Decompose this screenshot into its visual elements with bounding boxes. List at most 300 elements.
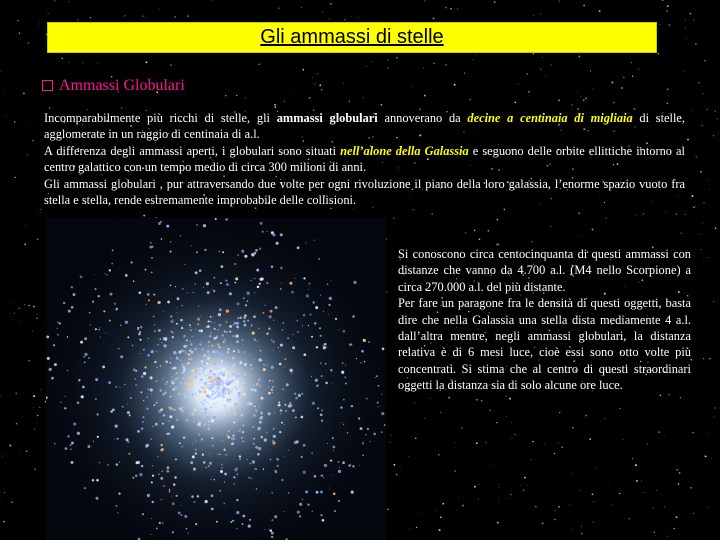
cluster-star [188, 382, 191, 385]
cluster-star [333, 492, 336, 495]
background-star [23, 92, 25, 94]
background-star [659, 24, 660, 25]
cluster-star [338, 461, 340, 463]
cluster-star [157, 456, 158, 457]
background-star [604, 418, 605, 419]
cluster-star [203, 373, 205, 375]
cluster-star [195, 449, 197, 451]
cluster-star [211, 437, 213, 439]
cluster-star [211, 508, 214, 511]
cluster-star [268, 386, 269, 387]
cluster-star [223, 503, 225, 505]
cluster-star [270, 459, 272, 461]
cluster-star [117, 438, 119, 440]
cluster-star [226, 379, 229, 382]
cluster-star [127, 336, 129, 338]
cluster-star [208, 402, 209, 403]
cluster-star [330, 459, 332, 461]
cluster-star [315, 306, 318, 309]
cluster-star [224, 473, 227, 476]
background-star [281, 105, 282, 106]
cluster-star [122, 406, 124, 408]
cluster-star [148, 299, 150, 301]
cluster-star [71, 461, 74, 464]
cluster-star [248, 477, 250, 479]
cluster-star [229, 381, 232, 384]
background-star [611, 504, 612, 505]
background-star [10, 302, 11, 303]
background-star [511, 422, 512, 423]
background-star [707, 257, 708, 258]
background-star [590, 70, 591, 71]
cluster-star [188, 358, 190, 360]
cluster-star [185, 383, 187, 385]
cluster-star [208, 465, 210, 467]
cluster-star [190, 357, 193, 360]
background-star [509, 398, 511, 400]
background-star [478, 498, 479, 499]
background-star [400, 466, 401, 467]
cluster-star [291, 291, 293, 293]
cluster-star [98, 295, 100, 297]
background-star [146, 99, 147, 100]
background-star [448, 397, 450, 399]
cluster-star [262, 312, 264, 314]
cluster-star [201, 407, 204, 410]
cluster-star [118, 348, 119, 349]
cluster-star [222, 364, 225, 367]
background-star [19, 32, 21, 34]
background-star [36, 318, 38, 320]
cluster-star [175, 458, 177, 460]
background-star [685, 214, 686, 215]
background-star [581, 526, 582, 527]
cluster-star [353, 281, 356, 284]
background-star [322, 12, 323, 13]
cluster-star [288, 492, 289, 493]
cluster-star [218, 329, 219, 330]
background-star [14, 177, 15, 178]
page-title: Gli ammassi di stelle [260, 26, 444, 48]
cluster-star [133, 369, 136, 372]
cluster-star [224, 415, 225, 416]
cluster-star [172, 336, 174, 338]
cluster-star [257, 286, 260, 289]
cluster-star [211, 371, 214, 374]
cluster-star [227, 374, 229, 376]
cluster-star [84, 337, 87, 340]
background-star [523, 489, 525, 491]
background-star [21, 322, 22, 323]
background-star [390, 442, 391, 443]
cluster-star [308, 289, 309, 290]
background-star [439, 529, 441, 531]
cluster-star [173, 351, 176, 354]
cluster-star [312, 511, 313, 512]
background-star [533, 15, 534, 16]
cluster-star [216, 335, 218, 337]
cluster-star [227, 351, 230, 354]
cluster-star [254, 339, 256, 341]
background-star [545, 75, 546, 76]
cluster-star [318, 258, 320, 260]
cluster-star [84, 353, 87, 356]
background-star [302, 69, 304, 71]
background-star [90, 17, 91, 18]
cluster-star [266, 231, 267, 232]
cluster-star [125, 321, 128, 324]
cluster-star [176, 307, 177, 308]
background-star [356, 65, 357, 66]
cluster-star [225, 355, 228, 358]
cluster-star [229, 325, 232, 328]
cluster-star [284, 404, 286, 406]
cluster-star [291, 351, 292, 352]
background-star [693, 20, 694, 21]
cluster-star [252, 460, 255, 463]
cluster-star [209, 381, 210, 382]
cluster-star [202, 450, 203, 451]
background-star [717, 118, 718, 119]
cluster-star [182, 371, 185, 374]
cluster-star [233, 421, 235, 423]
cluster-star [247, 320, 249, 322]
cluster-star [162, 471, 163, 472]
cluster-star [203, 385, 205, 387]
cluster-star [199, 344, 201, 346]
cluster-star [73, 422, 76, 425]
cluster-star [111, 263, 113, 265]
cluster-star [93, 441, 94, 442]
background-star [16, 423, 18, 425]
cluster-star [292, 346, 295, 349]
cluster-star [169, 421, 170, 422]
background-star [424, 0, 425, 1]
background-star [687, 30, 688, 31]
background-star [188, 15, 189, 16]
cluster-star [95, 328, 97, 330]
cluster-star [140, 326, 143, 329]
cluster-star [235, 400, 237, 402]
cluster-star [230, 375, 233, 378]
cluster-star [249, 354, 250, 355]
paragraph-1-text-c: di stelle, agglomerate in un raggio di centinaia di a.l. [44, 111, 685, 142]
cluster-star [253, 443, 255, 445]
cluster-star [176, 356, 177, 357]
cluster-star [266, 332, 269, 335]
background-star [505, 395, 506, 396]
cluster-star [198, 413, 199, 414]
cluster-star [271, 366, 274, 369]
background-star [702, 125, 703, 126]
title-bar [47, 22, 657, 53]
cluster-star [183, 345, 186, 348]
cluster-star [262, 231, 264, 233]
background-star [680, 232, 681, 233]
intro-text [44, 110, 685, 208]
cluster-star [341, 371, 344, 374]
cluster-star [49, 368, 52, 371]
cluster-star [71, 286, 73, 288]
cluster-star [194, 348, 197, 351]
cluster-star [227, 348, 229, 350]
cluster-star [171, 320, 174, 323]
background-star [574, 415, 575, 416]
cluster-star [181, 326, 182, 327]
cluster-star [221, 467, 223, 469]
cluster-star [152, 465, 154, 467]
background-star [61, 57, 63, 59]
background-star [698, 82, 699, 83]
cluster-star [171, 331, 172, 332]
background-star [393, 269, 394, 270]
cluster-star [320, 295, 321, 296]
background-star [49, 107, 50, 108]
background-star [653, 507, 654, 508]
cluster-star [254, 278, 255, 279]
cluster-star [212, 375, 215, 378]
cluster-star [224, 330, 226, 332]
cluster-star [274, 470, 277, 473]
cluster-star [82, 386, 85, 389]
cluster-star [329, 297, 332, 300]
cluster-star [181, 505, 182, 506]
cluster-star [202, 454, 204, 456]
background-star [595, 468, 596, 469]
cluster-star [107, 464, 108, 465]
background-star [515, 101, 517, 103]
background-star [28, 305, 30, 307]
cluster-star [320, 514, 322, 516]
cluster-star [57, 328, 58, 329]
cluster-star [163, 379, 164, 380]
background-star [558, 472, 559, 473]
cluster-star [222, 251, 224, 253]
cluster-star [99, 327, 100, 328]
cluster-star [189, 325, 191, 327]
background-star [497, 522, 499, 524]
cluster-star [211, 332, 212, 333]
background-star [319, 84, 321, 86]
background-star [693, 513, 694, 514]
cluster-star [140, 353, 141, 354]
cluster-star [87, 445, 90, 448]
cluster-star [129, 414, 131, 416]
cluster-star [170, 396, 172, 398]
cluster-star [168, 433, 170, 435]
cluster-star [254, 252, 257, 255]
cluster-star [338, 329, 339, 330]
cluster-star [175, 386, 178, 389]
cluster-star [195, 523, 197, 525]
cluster-star [186, 528, 187, 529]
background-star [587, 241, 588, 242]
cluster-star [206, 394, 209, 397]
cluster-star [244, 373, 247, 376]
background-star [423, 67, 424, 68]
cluster-star [215, 382, 217, 384]
cluster-star [77, 401, 80, 404]
cluster-star [172, 388, 175, 391]
cluster-star [343, 399, 344, 400]
cluster-star [167, 301, 170, 304]
background-star [475, 55, 476, 56]
cluster-star [195, 441, 196, 442]
cluster-star [280, 344, 283, 347]
cluster-star [156, 367, 157, 368]
background-star [514, 434, 515, 435]
cluster-star [132, 477, 134, 479]
cluster-star [210, 369, 212, 371]
cluster-star [332, 437, 334, 439]
background-star [363, 97, 364, 98]
cluster-star [273, 350, 274, 351]
cluster-star [224, 397, 225, 398]
cluster-star [81, 395, 84, 398]
cluster-star [230, 521, 232, 523]
cluster-star [206, 374, 208, 376]
cluster-star [117, 512, 118, 513]
cluster-star [158, 329, 161, 332]
cluster-star [175, 374, 176, 375]
cluster-star [258, 447, 261, 450]
cluster-star [238, 429, 241, 432]
background-star [532, 441, 534, 443]
cluster-star [209, 409, 210, 410]
background-star [714, 110, 716, 112]
cluster-star [115, 386, 117, 388]
background-star [351, 16, 352, 17]
background-star [660, 395, 662, 397]
cluster-star [168, 407, 169, 408]
background-star [703, 258, 704, 259]
background-star [662, 0, 664, 1]
background-star [142, 15, 143, 16]
background-star [585, 97, 587, 99]
background-star [24, 243, 26, 245]
cluster-star [251, 280, 252, 281]
cluster-star [77, 432, 80, 435]
cluster-star [234, 263, 236, 265]
cluster-star [320, 414, 323, 417]
cluster-star [217, 384, 218, 385]
background-star [462, 505, 464, 507]
cluster-star [163, 344, 166, 347]
background-star [695, 156, 697, 158]
background-star [691, 195, 693, 197]
cluster-star [320, 491, 323, 494]
cluster-star [199, 373, 201, 375]
cluster-star [303, 314, 305, 316]
cluster-star [213, 414, 214, 415]
cluster-star [280, 267, 282, 269]
cluster-star [250, 384, 251, 385]
cluster-star [197, 367, 198, 368]
cluster-star [203, 224, 206, 227]
cluster-star [154, 324, 155, 325]
cluster-star [234, 399, 235, 400]
cluster-star [222, 372, 225, 375]
cluster-star [191, 245, 192, 246]
cluster-star [250, 374, 251, 375]
cluster-star [218, 324, 221, 327]
cluster-star [187, 375, 190, 378]
background-star [494, 1, 496, 3]
cluster-star [172, 367, 174, 369]
cluster-star [363, 441, 364, 442]
cluster-star [191, 413, 194, 416]
cluster-star [351, 405, 354, 408]
background-star [668, 24, 670, 26]
cluster-star [197, 495, 199, 497]
cluster-star [191, 336, 192, 337]
cluster-star [172, 380, 174, 382]
background-star [445, 7, 447, 9]
background-star [599, 10, 601, 12]
cluster-star [260, 421, 262, 423]
cluster-star [252, 426, 254, 428]
cluster-star [288, 450, 289, 451]
cluster-star [179, 369, 180, 370]
cluster-star [373, 433, 376, 436]
background-star [438, 454, 440, 456]
background-star [415, 438, 416, 439]
cluster-star [182, 401, 183, 402]
background-star [0, 497, 1, 498]
cluster-star [204, 418, 205, 419]
cluster-star [364, 361, 365, 362]
cluster-star [349, 343, 352, 346]
cluster-star [80, 341, 83, 344]
paragraph-2-text-a: A differenza degli ammassi aperti, i globulari sono situati [44, 143, 341, 158]
cluster-star [194, 501, 196, 503]
cluster-star [160, 365, 162, 367]
background-star [506, 416, 507, 417]
cluster-star [183, 386, 185, 388]
cluster-star [212, 382, 213, 383]
cluster-star [238, 392, 241, 395]
cluster-star [268, 327, 270, 329]
background-star [700, 171, 702, 173]
cluster-star [259, 283, 261, 285]
cluster-star [151, 257, 153, 259]
cluster-star [195, 376, 197, 378]
cluster-star [221, 391, 222, 392]
cluster-star [198, 365, 200, 367]
cluster-star [289, 404, 292, 407]
background-star [39, 407, 40, 408]
cluster-star [271, 532, 274, 535]
cluster-star [341, 422, 342, 423]
background-star [554, 519, 556, 521]
cluster-star [226, 331, 228, 333]
cluster-star [187, 292, 188, 293]
background-star [17, 20, 18, 21]
background-star [4, 492, 5, 493]
background-star [629, 518, 630, 519]
cluster-star [367, 428, 369, 430]
cluster-star [243, 424, 245, 426]
cluster-star [207, 409, 209, 411]
background-star [9, 445, 11, 447]
cluster-star [151, 394, 152, 395]
cluster-star [65, 447, 68, 450]
background-star [571, 104, 572, 105]
cluster-star [260, 350, 262, 352]
cluster-star [244, 314, 246, 316]
cluster-star [156, 351, 158, 353]
background-star [498, 499, 499, 500]
